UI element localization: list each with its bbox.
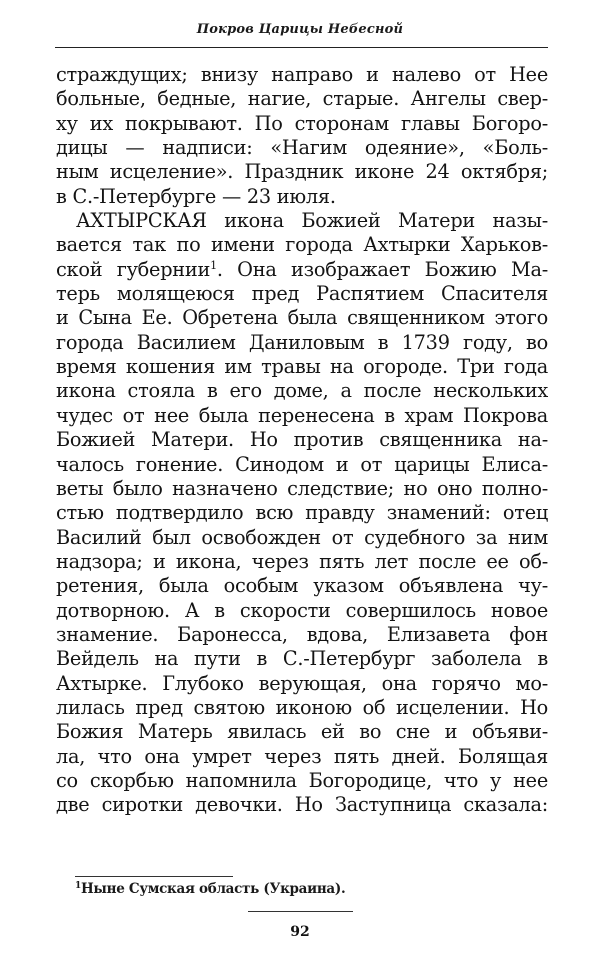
page-number: 92 bbox=[290, 924, 310, 940]
text-line: Божия Матерь явилась ей во сне и объяви- bbox=[56, 720, 548, 744]
text-line-with-footnote-ref bbox=[56, 258, 548, 282]
footnote-separator bbox=[75, 876, 233, 877]
header-rule bbox=[55, 47, 548, 48]
text-line: чудес от нее была перенесена в храм Покрова bbox=[56, 403, 548, 427]
text-line: ретения, была особым указом объявлена чу- bbox=[56, 574, 548, 598]
text-line: чалось гонение. Синодом и от царицы Елиса- bbox=[56, 452, 548, 476]
text-line: дицы — надписи: «Нагим одеяние», «Боль- bbox=[56, 136, 548, 160]
text-line: знамение. Баронесса, вдова, Елизавета фон bbox=[56, 622, 548, 646]
page-number-rule bbox=[248, 911, 353, 912]
text-line: две сиротки девочки. Но Заступница сказала: bbox=[56, 793, 548, 817]
text-line: Вейдель на пути в С.-Петербург заболела в bbox=[56, 647, 548, 671]
text-line: города Василием Даниловым в 1739 году, во bbox=[56, 330, 548, 354]
text-line: больные, бедные, нагие, старые. Ангелы свер- bbox=[56, 87, 548, 111]
text-line: лилась пред святою иконою об исцелении. Но bbox=[56, 695, 548, 719]
text-line: надзора; и икона, через пять лет после ее об- bbox=[56, 549, 548, 573]
text-line: страждущих; внизу направо и налево от Нее bbox=[56, 63, 548, 86]
running-header-title: Покров Царицы Небесной bbox=[196, 22, 404, 37]
text-line: Божией Матери. Но против священника на- bbox=[56, 428, 548, 452]
text-line: вается так по имени города Ахтырки Харьков- bbox=[56, 233, 548, 257]
text-line: веты было назначено следствие; но оно полно- bbox=[56, 476, 548, 500]
text-line: ла, что она умрет через пять дней. Болящая bbox=[56, 744, 548, 768]
page-body-text bbox=[56, 63, 548, 818]
text-line: ным исцеление». Праздник иконе 24 октября; bbox=[56, 160, 548, 184]
footnote-text: Ныне Сумская область (Украина). bbox=[80, 881, 346, 897]
text-line: терь молящеюся пред Распятием Спасителя bbox=[56, 282, 548, 306]
footnote bbox=[75, 881, 345, 897]
text-line: дотворною. А в скорости совершилось новое bbox=[56, 598, 548, 622]
text-line: в С.-Петербурге — 23 июля. bbox=[56, 184, 336, 208]
text-line: икона стояла в его доме, а после нескольких bbox=[56, 379, 548, 403]
text-line: время кошения им травы на огороде. Три года bbox=[56, 355, 548, 379]
text-line: со скорбью напомнила Богородице, что у нее bbox=[56, 768, 548, 792]
text-line: и Сына Ее. Обретена была священником этого bbox=[56, 306, 548, 330]
paragraph-start-line: АХТЫРСКАЯ икона Божией Матери назы- bbox=[76, 209, 548, 233]
text-fragment: . Она изображает Божию Ма- bbox=[216, 257, 548, 281]
text-line: стью подтвердило всю правду знамений: отец bbox=[56, 501, 548, 525]
footnote-marker: 1 bbox=[75, 881, 81, 891]
text-line: Ахтырке. Глубоко верующая, она горячо мо- bbox=[56, 671, 548, 695]
footnote-reference[interactable]: 1 bbox=[210, 258, 217, 272]
text-fragment: ской губернии bbox=[56, 257, 211, 281]
text-line: Василий был освобожден от судебного за ним bbox=[56, 525, 548, 549]
text-line: ху их покрывают. По сторонам главы Богоро- bbox=[56, 111, 548, 135]
